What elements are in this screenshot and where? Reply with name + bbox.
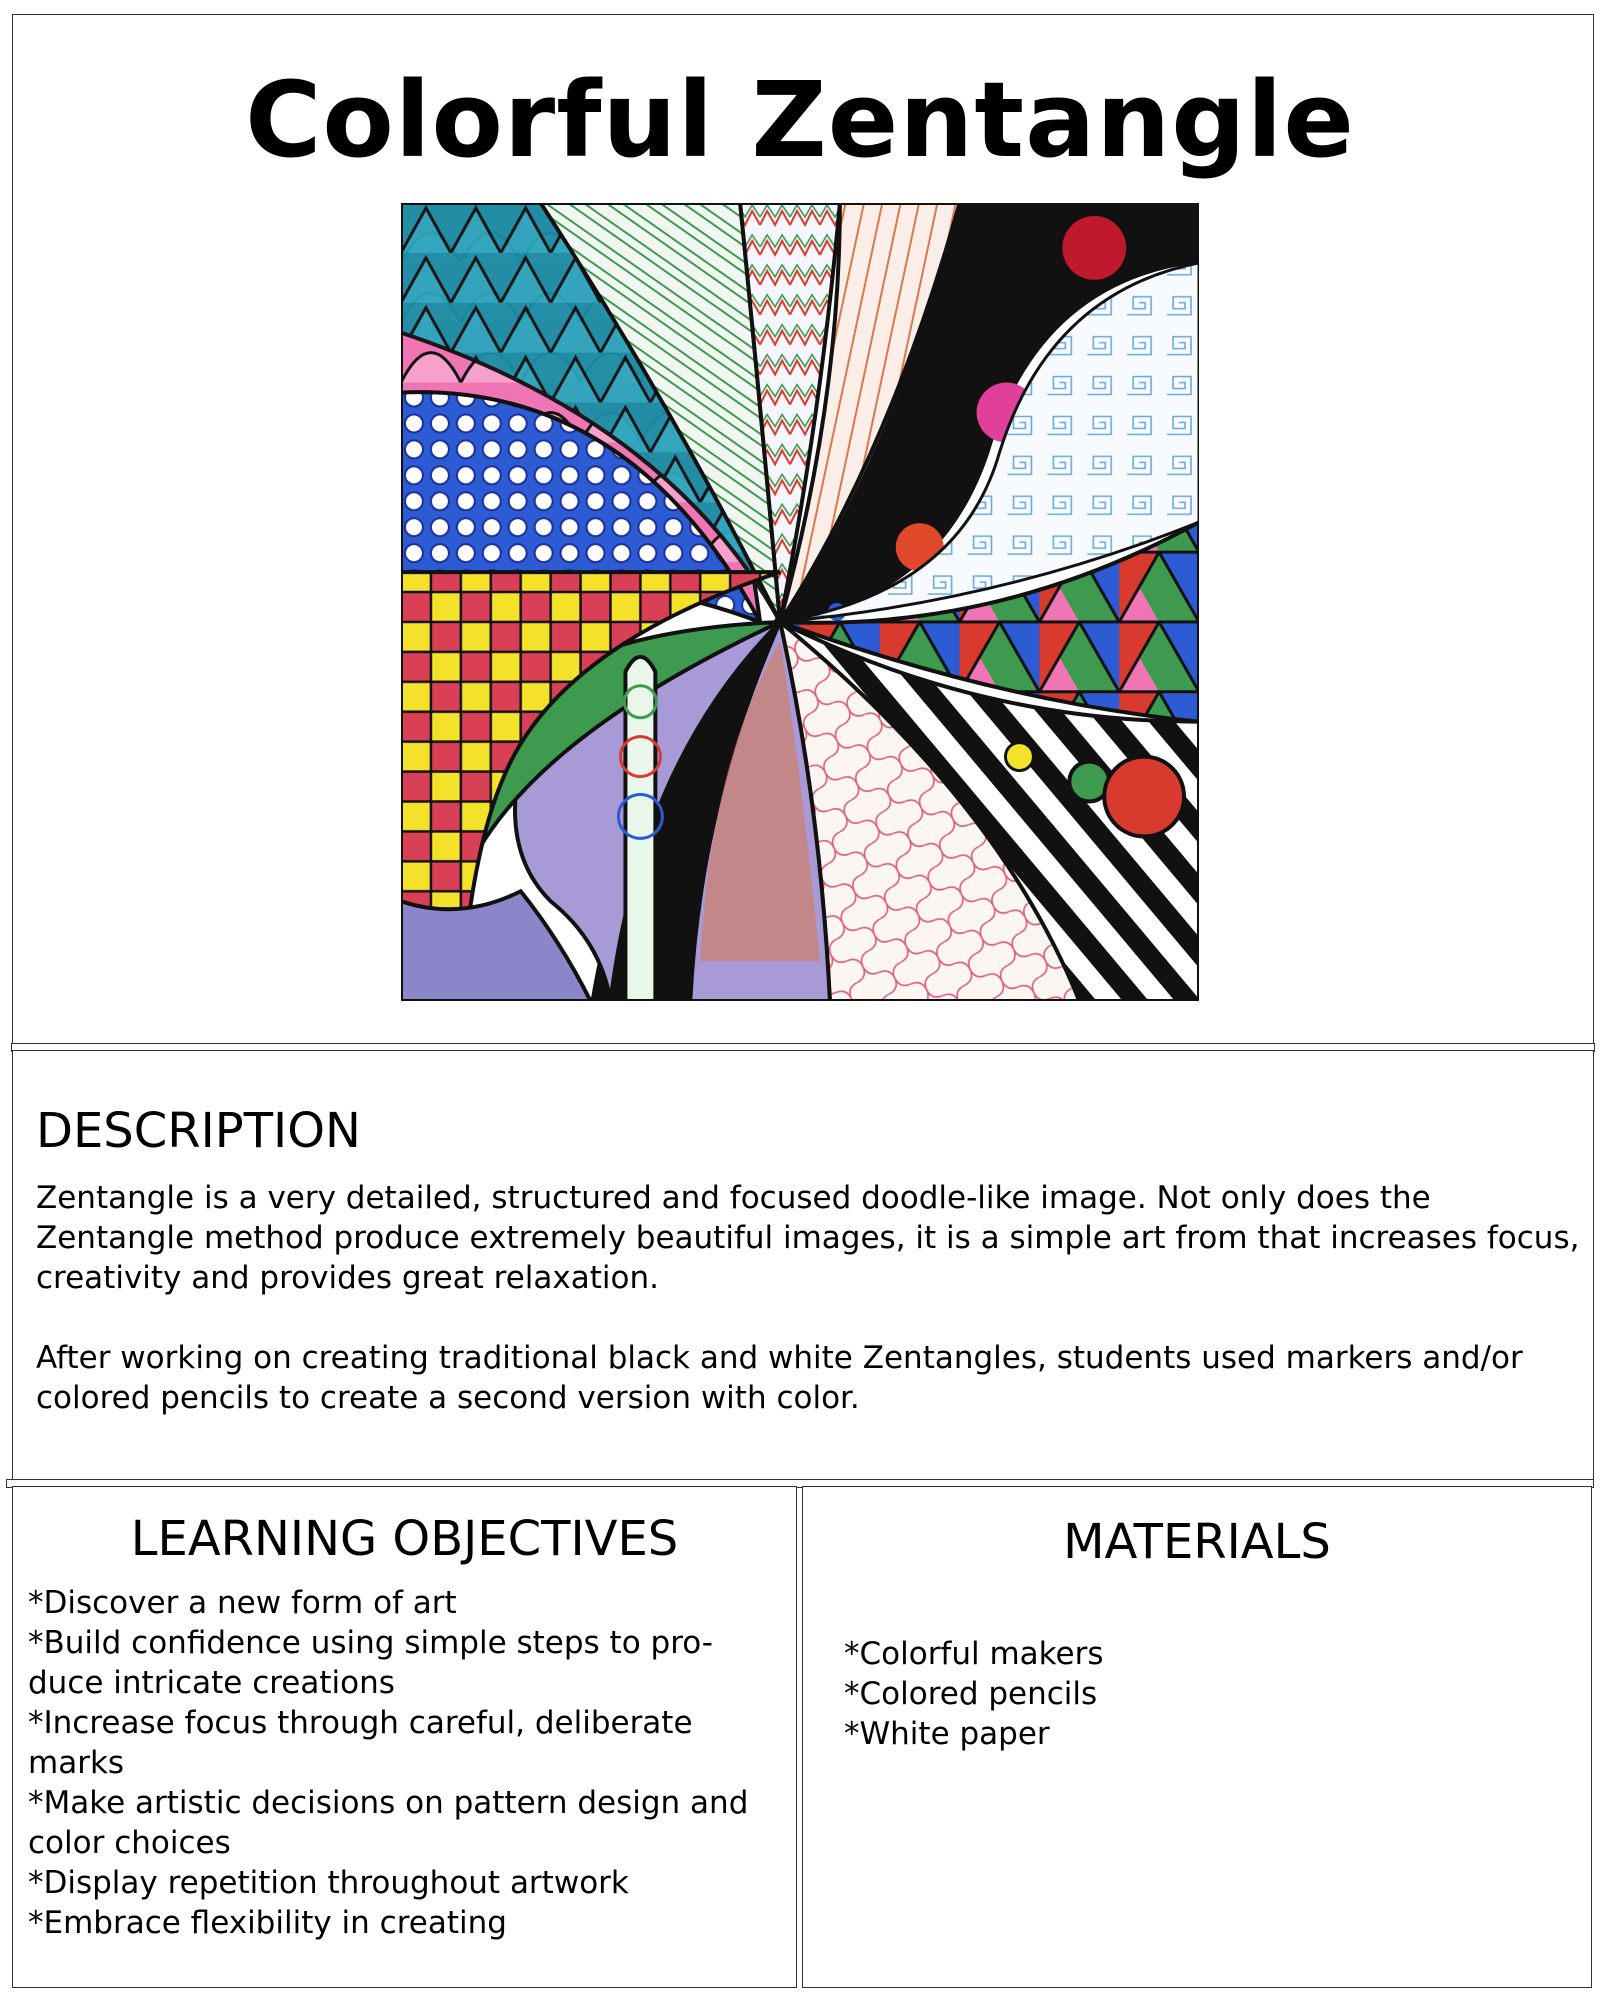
list-item: *Colorful makers: [844, 1636, 1104, 1672]
list-item: *Embrace flexibility in creating: [28, 1905, 507, 1941]
list-item: *Make artistic decisions on pattern design and color choices: [28, 1785, 749, 1861]
learning-objectives-list: [28, 1583, 788, 1943]
zentangle-artwork-icon: [401, 203, 1199, 1001]
materials-list: [844, 1634, 1103, 1754]
list-item: *White paper: [844, 1716, 1050, 1752]
description-paragraph: After working on creating traditional black and white Zentangles, students used markers and/or colored pencils to create a second version with color.: [36, 1340, 1523, 1416]
materials-heading: MATERIALS: [1063, 1514, 1331, 1570]
description-paragraph: Zentangle is a very detailed, structured and focused doodle-like image. Not only does the Zentangle method produce extremely beautiful images, it is a simple art from that increases focus, creativity and provides great relaxation.: [36, 1180, 1580, 1296]
list-item: *Discover a new form of art: [28, 1585, 457, 1621]
learning-objectives-heading: LEARNING OBJECTIVES: [130, 1511, 679, 1567]
list-item: *Build confidence using simple steps to pro-duce intricate creations: [28, 1625, 713, 1701]
description-heading: DESCRIPTION: [36, 1103, 361, 1159]
list-item: *Increase focus through careful, deliberate marks: [28, 1705, 693, 1781]
list-item: *Display repetition throughout artwork: [28, 1865, 629, 1901]
page-title: Colorful Zentangle: [245, 59, 1355, 181]
description-body: [36, 1178, 1596, 1458]
list-item: *Colored pencils: [844, 1676, 1098, 1712]
